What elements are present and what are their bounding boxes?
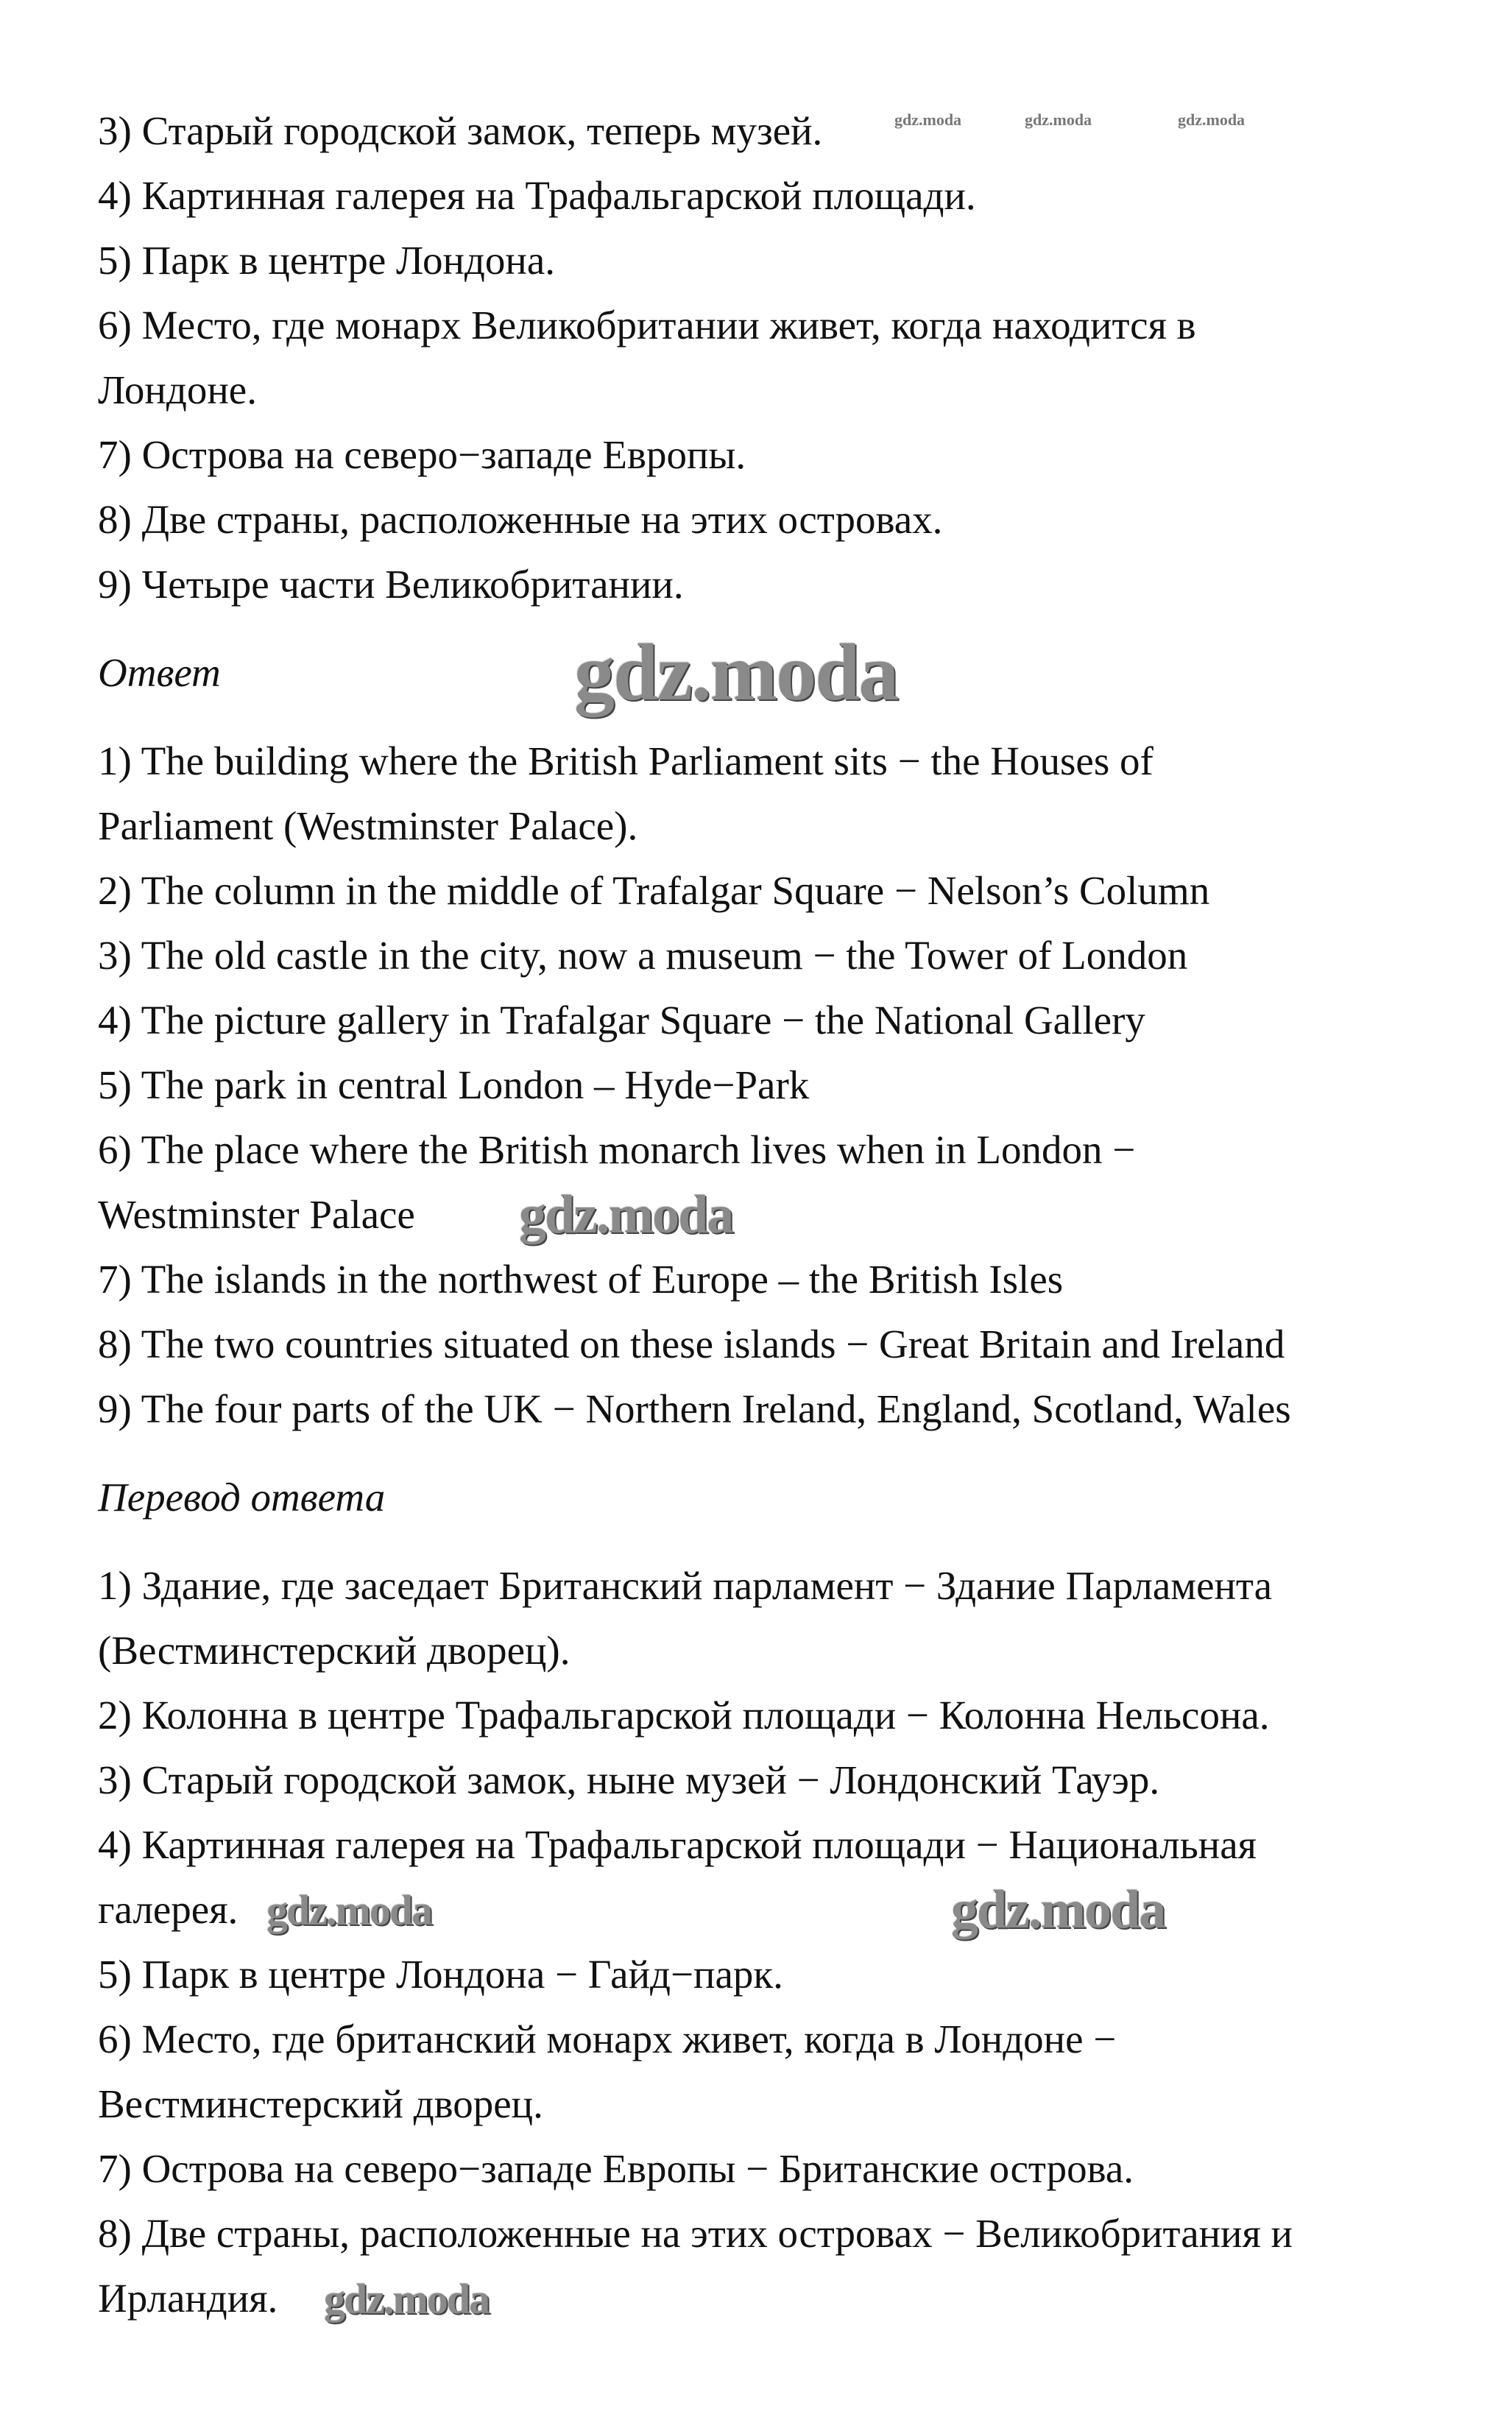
translation-line: 5) Парк в центре Лондона − Гайд−парк. bbox=[98, 1952, 783, 1997]
watermark: gdz.moda bbox=[324, 2275, 490, 2323]
answer-line: Parliament (Westminster Palace). bbox=[98, 803, 638, 848]
translation-line: 2) Колонна в центре Трафальгарской площади − Колонна Нельсона. bbox=[98, 1693, 1270, 1738]
translation-line: Вестминстерский дворец. bbox=[98, 2081, 543, 2126]
answer-line: 8) The two countries situated on these islands − Great Britain and Ireland bbox=[98, 1322, 1285, 1366]
answer-line: Westminster Palace bbox=[98, 1192, 415, 1237]
task-line: 6) Место, где монарх Великобритании живет, когда находится в bbox=[98, 303, 1196, 348]
task-line: 9) Четыре части Великобритании. bbox=[98, 562, 684, 607]
answer-line: 3) The old castle in the city, now a museum − the Tower of London bbox=[98, 933, 1188, 978]
answer-line: 9) The four parts of the UK − Northern Ireland, England, Scotland, Wales bbox=[98, 1386, 1291, 1431]
task-line: 5) Парк в центре Лондона. bbox=[98, 238, 555, 283]
watermark: gdz.moda bbox=[519, 1185, 733, 1245]
translation-line: Ирландия. bbox=[98, 2276, 278, 2321]
watermark: gdz.moda bbox=[1178, 110, 1246, 129]
translation-line: 4) Картинная галерея на Трафальгарской площади − Национальная bbox=[98, 1822, 1257, 1867]
answer-line: 5) The park in central London – Hyde−Park bbox=[98, 1062, 810, 1107]
answer-list bbox=[98, 729, 1468, 1442]
task-line: Лондоне. bbox=[98, 367, 257, 412]
watermark: gdz.moda bbox=[894, 110, 962, 129]
translation-list bbox=[98, 1553, 1468, 2331]
task-line: 3) Старый городской замок, теперь музей. bbox=[98, 108, 823, 153]
task-line: 4) Картинная галерея на Трафальгарской площади. bbox=[98, 173, 976, 218]
task-line: 7) Острова на северо−западе Европы. bbox=[98, 432, 746, 477]
translation-heading: Перевод ответа bbox=[98, 1475, 386, 1520]
translation-line: 7) Острова на северо−западе Европы − Британские острова. bbox=[98, 2146, 1134, 2191]
answer-line: 6) The place where the British monarch lives when in London − bbox=[98, 1127, 1136, 1172]
task-line: 8) Две страны, расположенные на этих островах. bbox=[98, 497, 943, 542]
answer-heading: Ответ bbox=[98, 650, 221, 695]
answer-line: 4) The picture gallery in Trafalgar Square − the National Gallery bbox=[98, 998, 1145, 1043]
watermark: gdz.moda bbox=[266, 1886, 432, 1934]
translation-line: (Вестминстерский дворец). bbox=[98, 1628, 570, 1673]
translation-line: 3) Старый городской замок, ныне музей − Лондонский Тауэр. bbox=[98, 1757, 1160, 1802]
translation-line: 1) Здание, где заседает Британский парламент − Здание Парламента bbox=[98, 1563, 1273, 1608]
watermark: gdz.moda bbox=[951, 1880, 1165, 1940]
watermark: gdz.moda bbox=[574, 627, 898, 717]
document-page bbox=[98, 99, 1468, 2331]
translation-line: галерея. bbox=[98, 1887, 239, 1932]
watermark: gdz.moda bbox=[1025, 110, 1092, 129]
answer-line: 2) The column in the middle of Trafalgar Square − Nelson’s Column bbox=[98, 868, 1210, 913]
translation-line: 6) Место, где британский монарх живет, когда в Лондоне − bbox=[98, 2017, 1117, 2061]
answer-line: 1) The building where the British Parliament sits − the Houses of bbox=[98, 738, 1154, 783]
task-list bbox=[98, 99, 1468, 617]
translation-line: 8) Две страны, расположенные на этих островах − Великобритания и bbox=[98, 2211, 1293, 2256]
answer-line: 7) The islands in the northwest of Europe – the British Isles bbox=[98, 1257, 1064, 1302]
